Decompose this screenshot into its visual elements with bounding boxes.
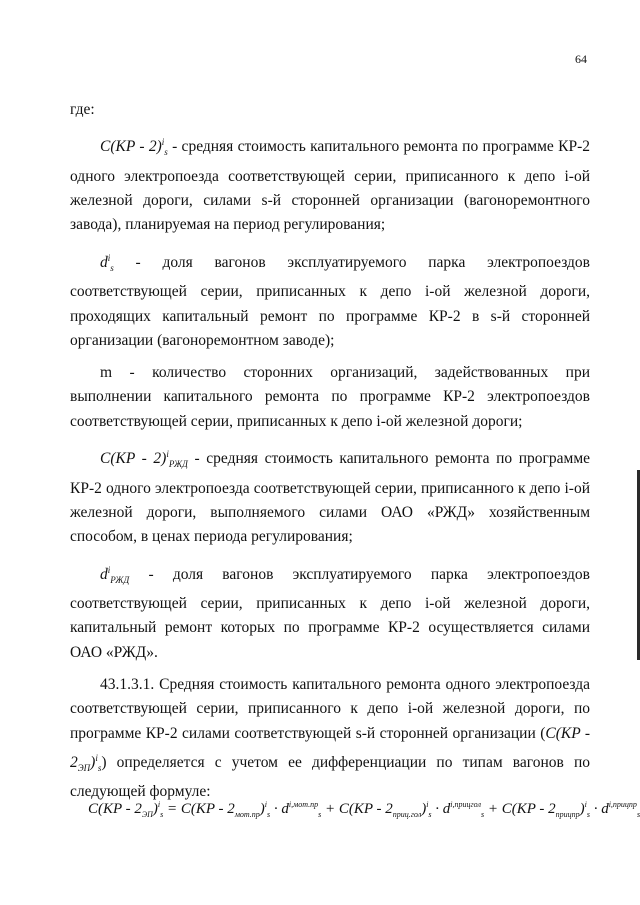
where-label: где: — [70, 101, 95, 118]
definition-5: $d^i_{РЖД}$ - доля вагонов эксплуатируемого парка электропоездов соответствующей серии, приписанных к депо i-ой железной дороги, капитальный ремонт которых по программе КР-2 осуществляется силами ОАО «РЖД». — [70, 564, 590, 661]
main-formula: $C(KP - 2_{ЭП})^i_s = C(KP - 2_{мот.пр})^i_s \cdot d^{i,мот.пр}_s + C(KP - 2_{приц.гол})^i_s \cdot d^{i,прицгол}_s + C(KP - 2_{прицпр})^i_s \cdot d^{i,прицпр}_s$ — [88, 800, 640, 819]
inline-formula: $C(KP - 2_{ЭП})^i_s$ — [70, 724, 590, 774]
page-number: 64 — [575, 52, 587, 66]
formula-symbol: $d^i_s$ — [100, 252, 114, 273]
clause-43-1-3-1: 43.1.3.1. Средняя стоимость капитального ремонта одного электропоезда соответствующей серии, приписанного к депо i-ой железной дороги, по программе КР-2 силами соответствующей s-й сторонней организации $(C(KP - 2_{ЭП})^i_s)$ определяется с учетом ее дифференциации по типам вагонов по следующей формуле: — [70, 675, 590, 801]
definition-2: $d^i_s$ - доля вагонов эксплуатируемого парка электропоездов соответствующей серии, приписанных к депо i-ой железной дороги, проходящих капитальный ремонт по программе КР-2 в s-й сторонней организации (вагоноремонтном заводе); — [70, 252, 590, 349]
definition-3: m - количество сторонних организаций, задействованных при выполнении капитального ремонта по программе КР-2 электропоездов соответствующей серии, приписанных к депо i-ой железной дороги; — [70, 364, 590, 430]
formula-symbol: C(KP - 2)$^i_s$ — [100, 137, 168, 158]
document-body — [70, 98, 590, 805]
definition-1: C(KP - 2)$^i_s$ - средняя стоимость капитального ремонта по программе КР-2 одного электропоезда соответствующей серии, приписанного к депо i-ой железной дороги, силами s-й сторонней организации (вагоноремонтного завода), планируемая на период регулирования; — [70, 137, 590, 234]
formula-symbol: $d^i_{РЖД}$ — [100, 564, 130, 585]
formula-symbol: C(KP - 2)$^i_{РЖД}$ — [100, 449, 188, 470]
definition-4: C(KP - 2)$^i_{РЖД}$ - средняя стоимость капитального ремонта по программе КР-2 одного электропоезда соответствующей серии, приписанного к депо i-ой железной дороги, выполняемого силами ОАО «РЖД» хозяйственным способом, в ценах периода регулирования; — [70, 449, 591, 546]
